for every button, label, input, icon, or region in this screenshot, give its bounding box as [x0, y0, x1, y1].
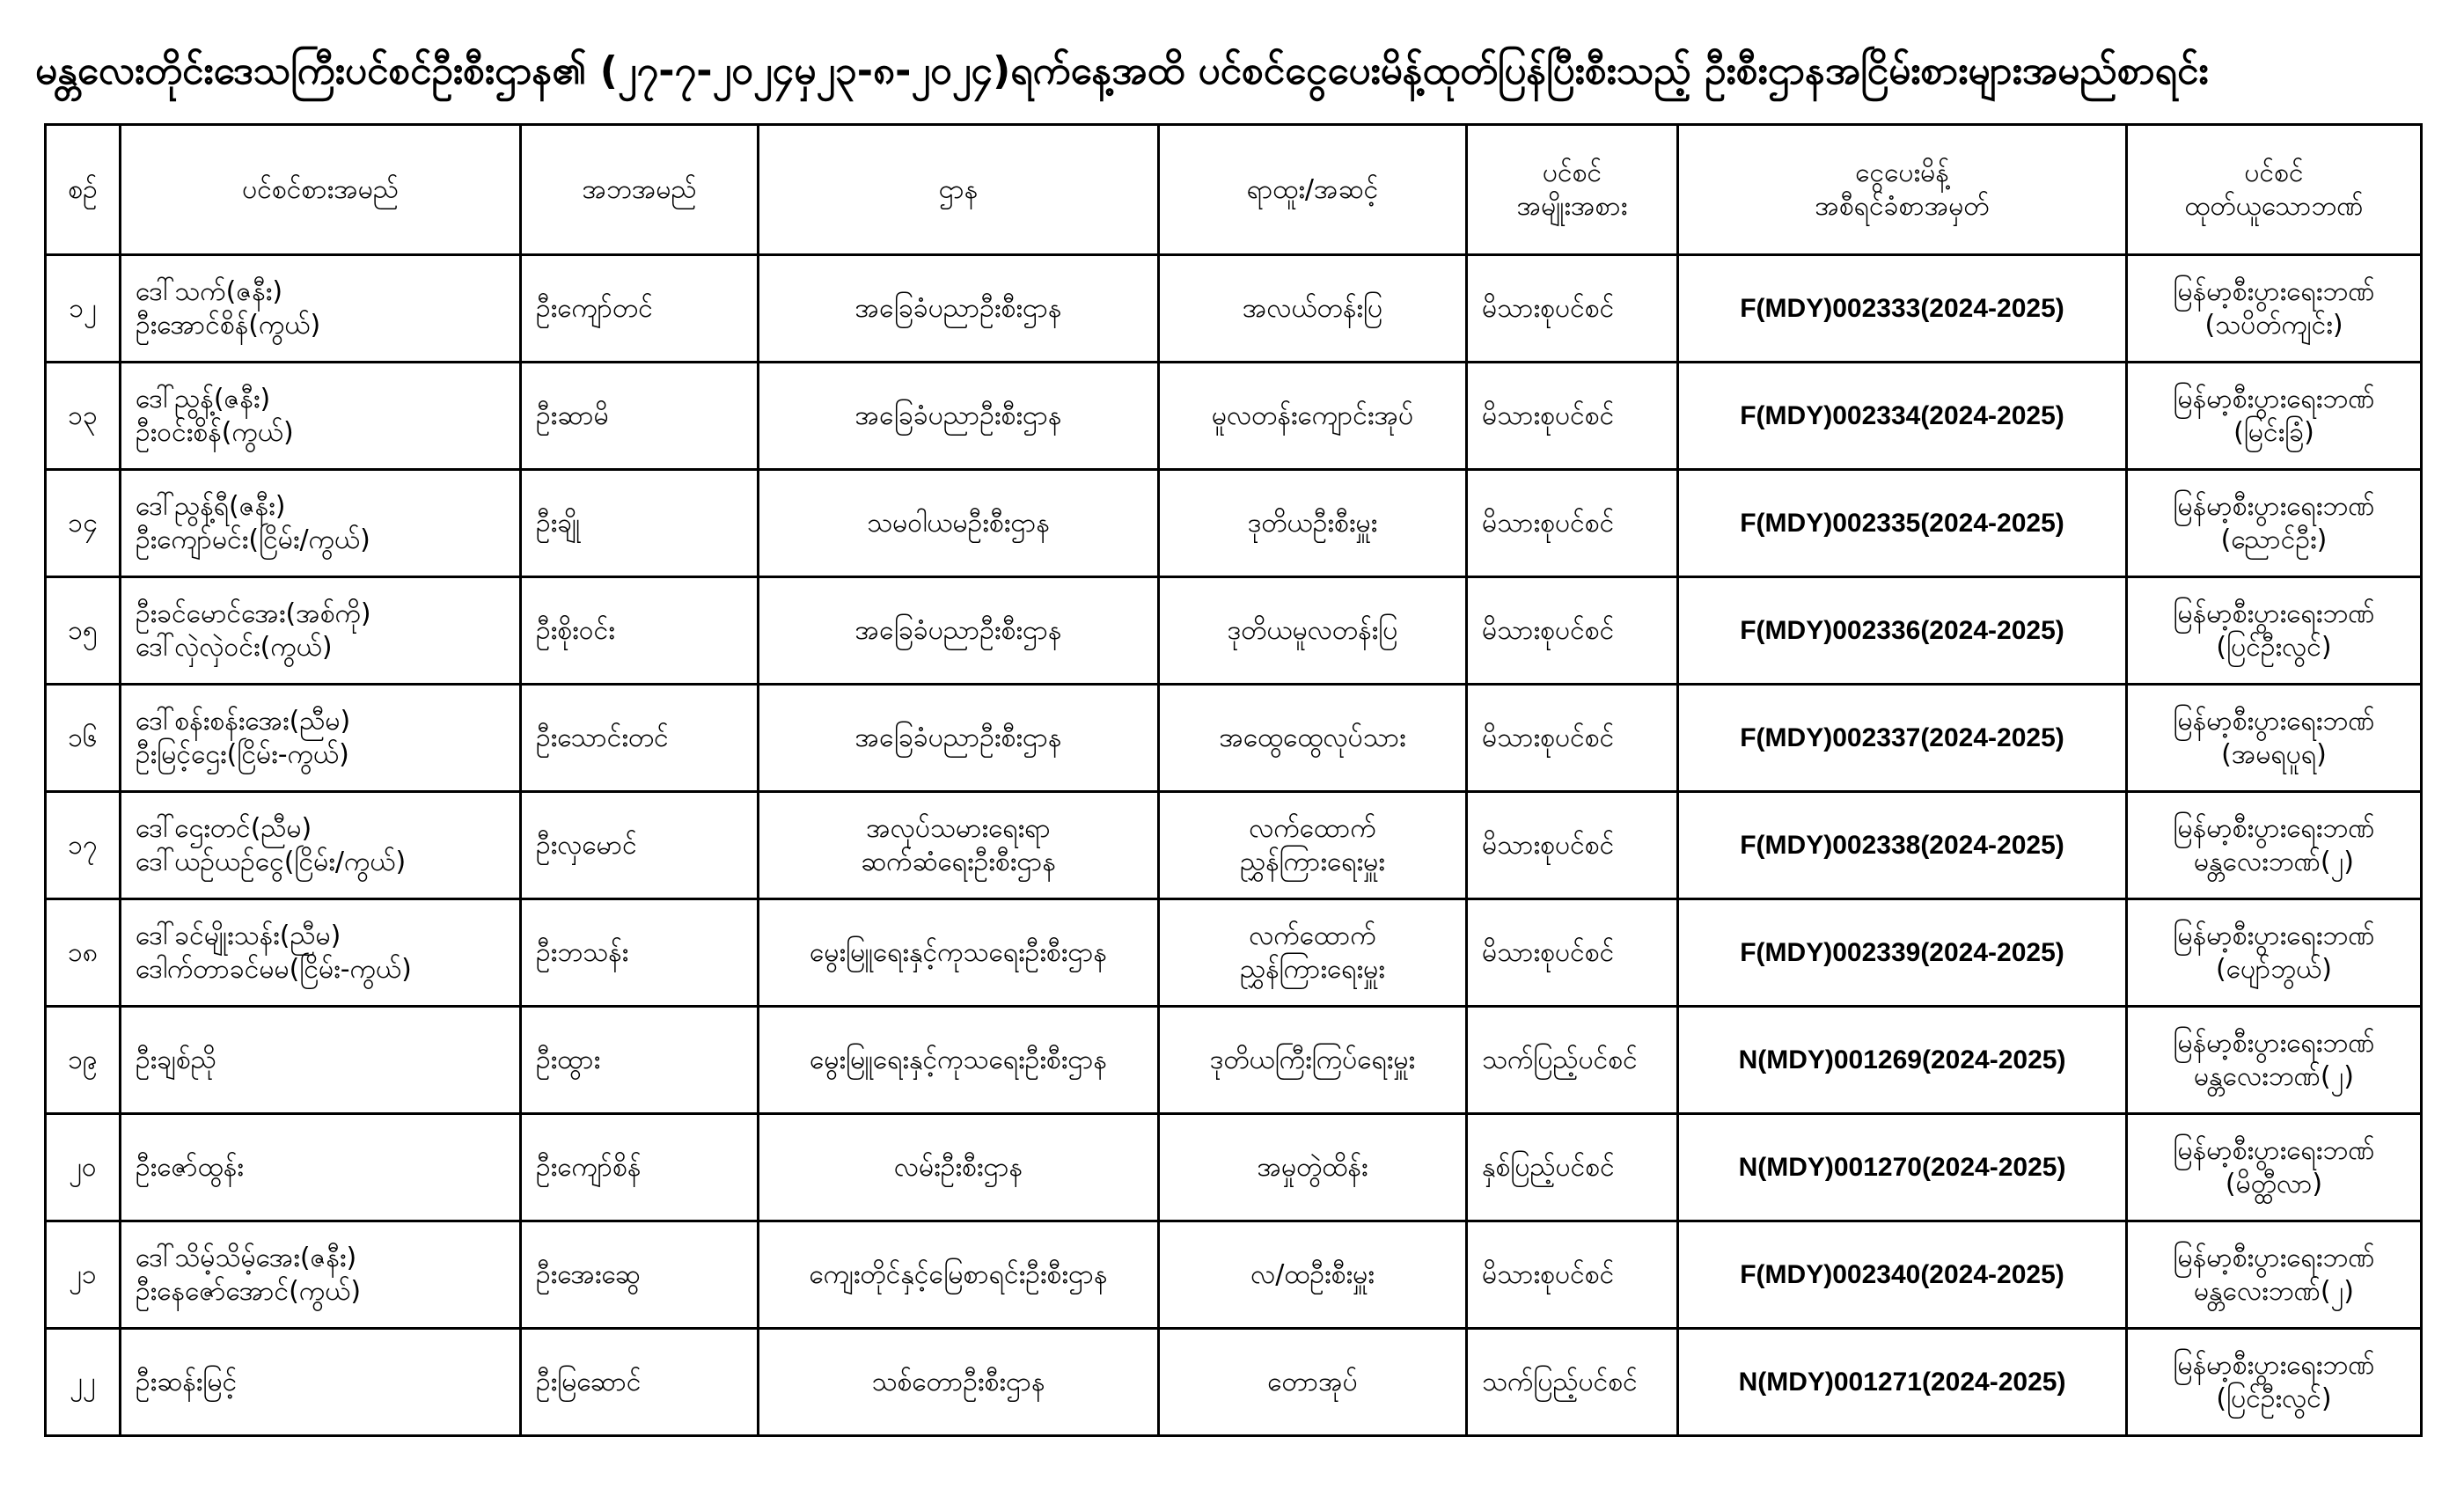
table-row: [46, 1114, 2422, 1221]
cell-order-number: F(MDY)002334(2024-2025): [1678, 363, 2127, 470]
cell-serial-number: ၂၂: [46, 1329, 121, 1436]
table-body: [46, 255, 2422, 1436]
cell-order-number: F(MDY)002333(2024-2025): [1678, 255, 2127, 363]
cell-serial-number: ၁၃: [46, 363, 121, 470]
cell-rank: [1159, 1221, 1467, 1329]
header-rank: ရာထူး/အဆင့်: [1159, 125, 1467, 255]
cell-father-name: ဦးသောင်းတင်: [521, 685, 759, 792]
cell-order-number: N(MDY)001269(2024-2025): [1678, 1007, 2127, 1114]
cell-serial-number: ၁၉: [46, 1007, 121, 1114]
cell-department: [759, 899, 1159, 1007]
cell-father-name: ဦးဘသန်း: [521, 899, 759, 1007]
header-order-number: [1678, 125, 2127, 255]
cell-department: [759, 792, 1159, 899]
rank-line: လက်ထောက်: [1249, 813, 1376, 844]
cell-bank: [2127, 685, 2422, 792]
cell-father-name: ဦးစိုးဝင်း: [521, 577, 759, 685]
pensioner-name-line: ဦးဝင်းစိန်(ကွယ်): [136, 416, 294, 448]
table-row: [46, 577, 2422, 685]
cell-pension-type: မိသားစုပင်စင်: [1467, 899, 1678, 1007]
pensioner-name-line: ဦးချစ်ညို: [136, 1044, 216, 1075]
cell-serial-number: ၁၈: [46, 899, 121, 1007]
cell-order-number: F(MDY)002338(2024-2025): [1678, 792, 2127, 899]
cell-bank: [2127, 577, 2422, 685]
pensioner-name-line: ဒေါ်စန်းစန်းအေး(ညီမ): [136, 706, 351, 737]
bank-line: မန္တလေးဘဏ်(၂): [2194, 846, 2354, 877]
pensioner-name-line: ဒေါ်ညွန့်(ဇနီး): [136, 384, 271, 414]
department-line: အခြေခံပညာဦးစီးဌာန: [854, 292, 1062, 324]
bank-line: မြန်မာ့စီးပွားရေးဘဏ်: [2173, 276, 2375, 307]
rank-line: ဒုတိယဦးစီးမှူး: [1247, 507, 1378, 539]
rank-line: ညွှန်ကြားရေးမှူး: [1240, 953, 1385, 985]
cell-pension-type: မိသားစုပင်စင်: [1467, 255, 1678, 363]
cell-rank: [1159, 1007, 1467, 1114]
pensioner-name-line: ဒေါက်တာခင်မမ(ငြိမ်း-ကွယ်): [136, 953, 412, 985]
table-row: [46, 685, 2422, 792]
cell-pension-type: မိသားစုပင်စင်: [1467, 577, 1678, 685]
cell-rank: [1159, 792, 1467, 899]
cell-order-number: N(MDY)001271(2024-2025): [1678, 1329, 2127, 1436]
bank-line: မြန်မာ့စီးပွားရေးဘဏ်: [2173, 384, 2375, 414]
table-row: [46, 470, 2422, 577]
department-line: အခြေခံပညာဦးစီးဌာန: [854, 400, 1062, 431]
pensioner-name-line: ဒေါ်ခင်မျိုးသန်း(ညီမ): [136, 920, 341, 951]
cell-pension-type: သက်ပြည့်ပင်စင်: [1467, 1329, 1678, 1436]
cell-pensioner-name: [121, 685, 521, 792]
department-line: အခြေခံပညာဦးစီးဌာန: [854, 722, 1062, 753]
pensioner-name-line: ဒေါ်ယဉ်ယဉ်ငွေ(ငြိမ်း/ကွယ်): [136, 846, 407, 877]
header-bank: [2127, 125, 2422, 255]
bank-line: မြန်မာ့စီးပွားရေးဘဏ်: [2173, 1135, 2375, 1166]
cell-department: [759, 1114, 1159, 1221]
header-no: စဉ်: [46, 125, 121, 255]
bank-line: (ညောင်ဦး): [2220, 524, 2328, 555]
bank-line: မြန်မာ့စီးပွားရေးဘဏ်: [2173, 491, 2375, 522]
bank-line: (ပျော်ဘွယ်): [2216, 953, 2332, 985]
cell-pension-type: နှစ်ပြည့်ပင်စင်: [1467, 1114, 1678, 1221]
bank-line: မြန်မာ့စီးပွားရေးဘဏ်: [2173, 598, 2375, 629]
bank-line: (ပြင်ဦးလွင်): [2216, 1382, 2332, 1414]
rank-line: တောအုပ်: [1267, 1366, 1358, 1397]
cell-order-number: N(MDY)001270(2024-2025): [1678, 1114, 2127, 1221]
cell-serial-number: ၁၅: [46, 577, 121, 685]
bank-line: (မြင်းခြံ): [2233, 416, 2314, 448]
pension-list-table: [44, 123, 2423, 1437]
cell-serial-number: ၁၆: [46, 685, 121, 792]
pensioner-name-line: ဦးဇော်ထွန်း: [136, 1151, 244, 1183]
rank-line: ဒုတိယမူလတန်းပြ: [1227, 614, 1398, 646]
rank-line: လ/ထဦးစီးမှူး: [1250, 1258, 1375, 1290]
header-father: အဘအမည်: [521, 125, 759, 255]
cell-serial-number: ၁၇: [46, 792, 121, 899]
cell-pension-type: သက်ပြည့်ပင်စင်: [1467, 1007, 1678, 1114]
cell-department: [759, 1221, 1159, 1329]
table-row: [46, 899, 2422, 1007]
pensioner-name-line: ဒေါ်သိမ့်သိမ့်အေး(ဇနီး): [136, 1243, 357, 1273]
cell-father-name: ဦးလှမောင်: [521, 792, 759, 899]
cell-order-number: F(MDY)002339(2024-2025): [1678, 899, 2127, 1007]
rank-line: အထွေထွေလုပ်သား: [1219, 722, 1406, 753]
bank-line: (သပိတ်ကျင်း): [2204, 309, 2343, 341]
cell-pensioner-name: [121, 255, 521, 363]
cell-bank: [2127, 899, 2422, 1007]
pensioner-name-line: ဒေါ်ဌေးတင်(ညီမ): [136, 813, 312, 844]
cell-bank: [2127, 1329, 2422, 1436]
cell-pensioner-name: [121, 1007, 521, 1114]
bank-line: မြန်မာ့စီးပွားရေးဘဏ်: [2173, 1350, 2375, 1381]
pensioner-name-line: ဦးနေဇော်အောင်(ကွယ်): [136, 1275, 362, 1307]
rank-line: မူလတန်းကျောင်းအုပ်: [1211, 400, 1414, 431]
cell-rank: [1159, 470, 1467, 577]
cell-rank: [1159, 363, 1467, 470]
bank-line: (မိတ္ထီလာ): [2225, 1168, 2323, 1199]
cell-pensioner-name: [121, 1329, 521, 1436]
department-line: ကျေးတိုင်နှင့်မြေစာရင်းဦးစီးဌာန: [809, 1258, 1108, 1290]
department-line: သမဝါယမဦးစီးဌာန: [867, 507, 1050, 539]
rank-line: ဒုတိယကြီးကြပ်ရေးမှူး: [1209, 1044, 1416, 1075]
header-order-number-line: အစီရင်ခံစာအမှတ်: [1815, 190, 1990, 222]
cell-bank: [2127, 363, 2422, 470]
page-title: မန္တလေးတိုင်းဒေသကြီးပင်စင်ဦးစီးဌာန၏ (၂၇-၇-၂၀၂၄မှ၂၃-၈-၂၀၂၄)ရက်နေ့အထိ ပင်စင်ငွေပေးမိန့်ထုတ်ပြန်ပြီးစီးသည့် ဦးစီးဌာနအငြိမ်းစားများအမည်စာရင်း: [35, 48, 2209, 93]
pensioner-name-line: ဒေါ်ညွန့်ရီ(ဇနီး): [136, 491, 286, 522]
header-pension-type-line: အမျိုးအစား: [1516, 190, 1628, 222]
cell-order-number: F(MDY)002335(2024-2025): [1678, 470, 2127, 577]
rank-line: လက်ထောက်: [1249, 920, 1376, 951]
cell-pensioner-name: [121, 899, 521, 1007]
pensioner-name-line: ဦးဆန်းမြင့်: [136, 1366, 238, 1397]
cell-department: [759, 1329, 1159, 1436]
rank-line: ညွှန်ကြားရေးမှူး: [1240, 846, 1385, 877]
department-line: လမ်းဦးစီးဌာန: [893, 1151, 1023, 1183]
bank-line: (ပြင်ဦးလွင်): [2216, 631, 2332, 663]
table-row: [46, 1329, 2422, 1436]
table-row: [46, 363, 2422, 470]
cell-father-name: ဦးဆာမိ: [521, 363, 759, 470]
cell-father-name: ဦးကျော်တင်: [521, 255, 759, 363]
cell-pension-type: မိသားစုပင်စင်: [1467, 363, 1678, 470]
table-header-row: [46, 125, 2422, 255]
cell-pensioner-name: [121, 470, 521, 577]
cell-department: [759, 255, 1159, 363]
rank-line: အလယ်တန်းပြ: [1242, 292, 1383, 324]
header-name: ပင်စင်စားအမည်: [121, 125, 521, 255]
cell-pensioner-name: [121, 577, 521, 685]
bank-line: မြန်မာ့စီးပွားရေးဘဏ်: [2173, 813, 2375, 844]
bank-line: မြန်မာ့စီးပွားရေးဘဏ်: [2173, 1028, 2375, 1059]
cell-father-name: ဦးကျော်စိန်: [521, 1114, 759, 1221]
cell-serial-number: ၁၂: [46, 255, 121, 363]
header-bank-line: ထုတ်ယူသောဘဏ်: [2184, 190, 2364, 222]
cell-bank: [2127, 255, 2422, 363]
pensioner-name-line: ဒေါ်လှဲလှဲဝင်း(ကွယ်): [136, 631, 333, 663]
bank-line: မြန်မာ့စီးပွားရေးဘဏ်: [2173, 706, 2375, 737]
cell-bank: [2127, 792, 2422, 899]
cell-rank: [1159, 685, 1467, 792]
department-line: အလုပ်သမားရေးရာ: [866, 813, 1051, 844]
cell-pensioner-name: [121, 792, 521, 899]
cell-department: [759, 685, 1159, 792]
bank-line: မြန်မာ့စီးပွားရေးဘဏ်: [2173, 920, 2375, 951]
cell-rank: [1159, 1114, 1467, 1221]
table-row: [46, 1007, 2422, 1114]
cell-bank: [2127, 1114, 2422, 1221]
bank-line: (အမရပူရ): [2221, 738, 2327, 770]
pensioner-name-line: ဦးခင်မောင်အေး(အစ်ကို): [136, 598, 371, 629]
header-pension-type: [1467, 125, 1678, 255]
pensioner-name-line: ဦးကျော်မင်း(ငြိမ်း/ကွယ်): [136, 524, 370, 555]
bank-line: မန္တလေးဘဏ်(၂): [2194, 1275, 2354, 1307]
cell-serial-number: ၂၁: [46, 1221, 121, 1329]
bank-line: မန္တလေးဘဏ်(၂): [2194, 1060, 2354, 1092]
cell-father-name: ဦးထွား: [521, 1007, 759, 1114]
cell-father-name: ဦးမြဆောင်: [521, 1329, 759, 1436]
cell-father-name: ဦးချို: [521, 470, 759, 577]
table-row: [46, 1221, 2422, 1329]
department-line: မွေးမြူရေးနှင့်ကုသရေးဦးစီးဌာန: [810, 936, 1107, 968]
cell-pension-type: မိသားစုပင်စင်: [1467, 470, 1678, 577]
pensioner-name-line: ဦးမြင့်ဌေး(ငြိမ်း-ကွယ်): [136, 738, 349, 770]
cell-serial-number: ၂၀: [46, 1114, 121, 1221]
cell-bank: [2127, 1221, 2422, 1329]
cell-order-number: F(MDY)002337(2024-2025): [1678, 685, 2127, 792]
department-line: သစ်တောဦးစီးဌာန: [871, 1366, 1045, 1397]
table-row: [46, 255, 2422, 363]
department-line: ဆက်ဆံရေးဦးစီးဌာန: [861, 846, 1056, 877]
header-order-number-line: ငွေပေးမိန့်: [1855, 158, 1949, 188]
cell-rank: [1159, 899, 1467, 1007]
header-department: ဌာန: [759, 125, 1159, 255]
cell-department: [759, 1007, 1159, 1114]
department-line: မွေးမြူရေးနှင့်ကုသရေးဦးစီးဌာန: [810, 1044, 1107, 1075]
bank-line: မြန်မာ့စီးပွားရေးဘဏ်: [2173, 1243, 2375, 1273]
cell-pensioner-name: [121, 363, 521, 470]
cell-bank: [2127, 1007, 2422, 1114]
cell-rank: [1159, 1329, 1467, 1436]
cell-department: [759, 363, 1159, 470]
department-line: အခြေခံပညာဦးစီးဌာန: [854, 614, 1062, 646]
pensioner-name-line: ဒေါ်သက်(ဇနီး): [136, 276, 283, 307]
cell-order-number: F(MDY)002336(2024-2025): [1678, 577, 2127, 685]
cell-pensioner-name: [121, 1114, 521, 1221]
cell-rank: [1159, 255, 1467, 363]
pensioner-name-line: ဦးအောင်စိန်(ကွယ်): [136, 309, 321, 341]
cell-rank: [1159, 577, 1467, 685]
cell-department: [759, 577, 1159, 685]
table-row: [46, 792, 2422, 899]
cell-order-number: F(MDY)002340(2024-2025): [1678, 1221, 2127, 1329]
cell-department: [759, 470, 1159, 577]
rank-line: အမှုတွဲထိန်း: [1257, 1151, 1368, 1183]
cell-father-name: ဦးအေးဆွေ: [521, 1221, 759, 1329]
cell-bank: [2127, 470, 2422, 577]
cell-pensioner-name: [121, 1221, 521, 1329]
cell-serial-number: ၁၄: [46, 470, 121, 577]
cell-pension-type: မိသားစုပင်စင်: [1467, 685, 1678, 792]
header-pension-type-line: ပင်စင်: [1542, 158, 1602, 188]
cell-pension-type: မိသားစုပင်စင်: [1467, 1221, 1678, 1329]
cell-pension-type: မိသားစုပင်စင်: [1467, 792, 1678, 899]
header-bank-line: ပင်စင်: [2244, 158, 2304, 188]
